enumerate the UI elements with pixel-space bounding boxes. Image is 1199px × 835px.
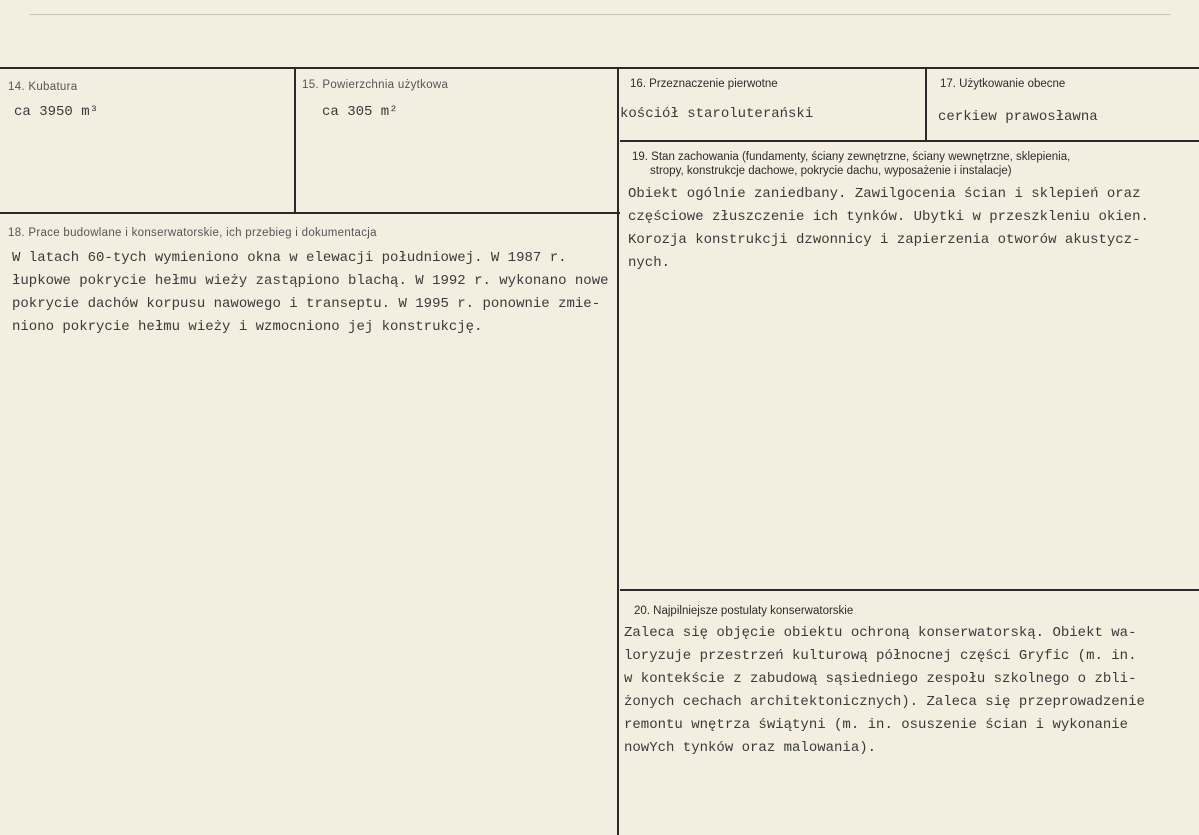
section-20-line: remontu wnętrza świątyni (m. in. osuszenie ścian i wykonanie xyxy=(624,717,1129,733)
section-20-line: loryzuje przestrzeń kulturową północnej części Gryfic (m. in. xyxy=(624,648,1137,664)
section-17-value: cerkiew prawosławna xyxy=(938,109,1098,125)
header-top-rule xyxy=(0,67,1199,69)
section-19-line: Obiekt ogólnie zaniedbany. Zawilgocenia ścian i sklepień oraz xyxy=(628,186,1141,202)
section-18-line: W latach 60-tych wymieniono okna w elewacji południowej. W 1987 r. xyxy=(12,250,567,266)
row-rule-left xyxy=(0,212,620,214)
col-rule-3 xyxy=(925,67,927,141)
section-19-line: Korozja konstrukcji dzwonnicy i zapierzenia otworów akustycz- xyxy=(628,232,1141,248)
section-19-text xyxy=(628,183,1188,275)
section-19-label-line: 19. Stan zachowania (fundamenty, ściany zewnętrzne, ściany wewnętrzne, sklepienia, xyxy=(632,151,1071,163)
section-19-label xyxy=(632,150,1192,178)
section-17-label: 17. Użytkowanie obecne xyxy=(940,78,1066,90)
section-16-value: kościół staroluterański xyxy=(620,106,814,122)
section-20-line: nowYch tynków oraz malowania). xyxy=(624,740,877,756)
row-rule-right xyxy=(620,140,1199,142)
section-15-label: 15. Powierzchnia użytkowa xyxy=(302,79,449,91)
section-16-label: 16. Przeznaczenie pierwotne xyxy=(630,78,778,90)
section-19-line: nych. xyxy=(628,255,671,271)
top-edge-line xyxy=(30,14,1170,15)
section-18-label: 18. Prace budowlane i konserwatorskie, ich przebieg i dokumentacja xyxy=(8,227,377,239)
section-14-label: 14. Kubatura xyxy=(8,81,78,93)
row-rule-section20 xyxy=(620,589,1199,591)
section-18-line: pokrycie dachów korpusu nawowego i transeptu. W 1995 r. ponownie zmie- xyxy=(12,296,601,312)
section-14-value: ca 3950 m³ xyxy=(14,104,99,120)
col-rule-1 xyxy=(294,67,296,213)
section-18-line: łupkowe pokrycie hełmu wieży zastąpiono blachą. W 1992 r. wykonano nowe xyxy=(12,273,609,289)
section-20-text xyxy=(624,622,1184,760)
section-20-line: żonych cechach architektonicznych). Zaleca się przeprowadzenie xyxy=(624,694,1145,710)
section-19-label-line: stropy, konstrukcje dachowe, pokrycie dachu, wyposażenie i instalacje) xyxy=(650,165,1012,177)
section-18-line: niono pokrycie hełmu wieży i wzmocniono jej konstrukcję. xyxy=(12,319,483,335)
section-20-line: Zaleca się objęcie obiektu ochroną konserwatorską. Obiekt wa- xyxy=(624,625,1137,641)
col-rule-2 xyxy=(617,67,619,835)
section-20-label: 20. Najpilniejsze postulaty konserwatorskie xyxy=(634,605,854,617)
section-15-value: ca 305 m² xyxy=(322,104,398,120)
section-19-line: częściowe złuszczenie ich tynków. Ubytki w przeszkleniu okien. xyxy=(628,209,1149,225)
section-18-text xyxy=(12,247,616,339)
section-20-line: w kontekście z zabudową sąsiedniego zespołu szkolnego o zbli- xyxy=(624,671,1137,687)
